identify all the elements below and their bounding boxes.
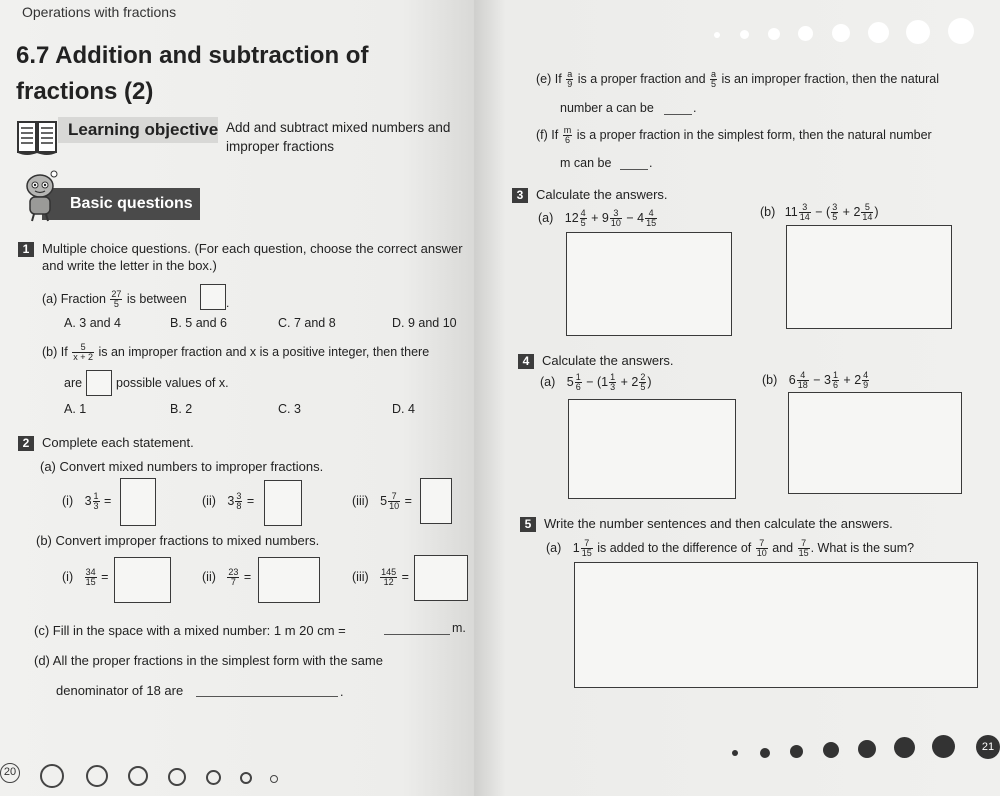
q1b-answer-box[interactable] (86, 370, 112, 396)
decor-circle (168, 768, 186, 786)
q2a-item-1-den: 3 (93, 501, 99, 511)
q2a-item-1: (i) 3 $\frac{1}{3}$ = (62, 491, 112, 511)
q1b-option-c: C. 3 (278, 402, 301, 416)
q1a-option-a: A. 3 and 4 (64, 316, 121, 330)
q4a-expression: (a) 5 $\frac{1}{6}$ − (1 $\frac{1}{3}$ + 2 $\frac{2}{5}$ ) (540, 372, 652, 392)
q2d-line1: (d) All the proper fractions in the simplest form with the same (34, 653, 383, 668)
q2a-item-1-answer-box[interactable] (120, 478, 156, 526)
q2b-item-1-fraction (85, 568, 97, 587)
q4b-label: (b) (762, 372, 778, 387)
q1a-answer-box[interactable] (200, 284, 226, 310)
q2b-item-1-den: 15 (85, 577, 96, 587)
q2b-item-2-answer-box[interactable] (258, 557, 320, 603)
decor-dot (868, 22, 889, 43)
q4a-answer-box[interactable] (568, 399, 736, 499)
q1b-option-b: B. 2 (170, 402, 193, 416)
q4-intro-text: Calculate the answers. (542, 353, 674, 368)
q5-intro (520, 516, 893, 532)
q2a-item-2-num: 3 (236, 491, 242, 501)
q2b-item-2-den: 7 (230, 577, 236, 587)
q2b-item-3-den: 12 (383, 577, 394, 587)
decor-circle (240, 772, 252, 784)
q2b-item-1: (i) $\frac{34}{15}$ = (62, 567, 109, 587)
q2b-item-2-label: (ii) (202, 569, 216, 584)
q2e-frac1 (566, 70, 573, 89)
decor-circle (128, 766, 148, 786)
objective-text-line1: Add and subtract mixed numbers and (226, 120, 451, 135)
mascot-icon (20, 170, 60, 222)
q5a-middle: is added to the difference of (597, 540, 752, 555)
q2a-item-2-whole: 3 (227, 493, 235, 508)
decor-dot (798, 26, 813, 41)
q1b-suffix: is an improper fraction and x is a positive integer, then there (98, 344, 430, 359)
q1-intro-line2: and write the letter in the box.) (42, 258, 217, 273)
q3-intro-text: Calculate the answers. (536, 187, 668, 202)
q1b-frac-den: x + 2 (73, 352, 93, 362)
q2e-frac2-den: 5 (711, 79, 717, 89)
q2b-item-3-answer-box[interactable] (414, 555, 468, 601)
q2b-item-1-answer-box[interactable] (114, 557, 171, 603)
page-title-line2: fractions (2) (16, 78, 154, 105)
q1a-frac-num: 27 (111, 289, 122, 299)
q2a-item-2: (ii) 3 $\frac{3}{8}$ = (202, 491, 255, 511)
q2f-line2: m can be (560, 156, 612, 170)
q3a-expression: (a) 12 $\frac{4}{5}$ + 9 $\frac{3}{10}$ − 4 $\frac{4}{15}$ (538, 208, 657, 228)
q2a-item-1-label: (i) (62, 493, 74, 508)
q2b-item-1-num: 34 (85, 567, 96, 577)
q2f-frac (563, 126, 573, 145)
q3b-expression: (b) 11 $\frac{3}{14}$ − ( $\frac{3}{5}$ + 2 $\frac{5}{14}$ ) (760, 202, 879, 222)
q5a-end: . What is the sum? (810, 540, 915, 555)
q2a-item-3-den: 10 (389, 501, 400, 511)
q2b-item-3-num: 145 (381, 567, 397, 577)
q2c-blank[interactable] (384, 634, 450, 635)
q2a-item-2-label: (ii) (202, 493, 216, 508)
q1b-stem (42, 343, 429, 362)
q2c-unit: m. (452, 621, 466, 635)
decor-dot (894, 737, 915, 758)
q2-intro (18, 435, 194, 451)
page-number-right: 21 (976, 735, 1000, 759)
q5-badge: 5 (520, 517, 536, 532)
q2a-item-3-num: 7 (388, 492, 400, 502)
q2b-item-2: (ii) $\frac{23}{7}$ = (202, 567, 252, 587)
decor-dot (948, 18, 974, 44)
q2f-period: . (649, 156, 653, 170)
decor-dot (906, 20, 930, 44)
q2e-frac1-den: 9 (567, 79, 573, 89)
page-title-line1: 6.7 Addition and subtraction of (16, 42, 369, 69)
q5a-and: and (772, 540, 794, 555)
q1a-period: . (226, 296, 230, 310)
q5a-answer-box[interactable] (574, 562, 978, 688)
q1-intro-text: Multiple choice questions. (For each question, choose the correct answer (42, 241, 463, 256)
q2f-suffix: is a proper fraction in the simplest form, then the natural number (576, 127, 932, 142)
q2b-item-3: (iii) $\frac{145}{12}$ = (352, 567, 409, 587)
objective-label: Learning objective (68, 120, 219, 139)
q4-badge: 4 (518, 354, 534, 369)
q1b-frac-num: 5 (72, 343, 94, 353)
q2a-item-3-answer-box[interactable] (420, 478, 452, 524)
q5a-label: (a) (546, 540, 562, 555)
q1b-fraction (72, 343, 94, 362)
decor-dot (932, 735, 955, 758)
q2a-item-3-whole: 5 (380, 493, 388, 508)
q2b-item-1-label: (i) (62, 569, 74, 584)
q2a-item-2-fraction (235, 492, 242, 511)
q2c-text: (c) Fill in the space with a mixed number: 1 m 20 cm = (34, 623, 346, 638)
q3-intro (512, 187, 668, 203)
q2e-prefix: (e) If (536, 71, 562, 86)
q2f-frac-num: m (563, 125, 572, 135)
q2e-line2: number a can be (560, 101, 654, 115)
q1a-fraction (110, 290, 122, 309)
q1b-option-a: A. 1 (64, 402, 87, 416)
q1a-suffix: is between (126, 291, 187, 306)
q2a-item-3: (iii) 5 $\frac{7}{10}$ = (352, 491, 412, 511)
decor-dot (714, 32, 720, 38)
decor-dot (832, 24, 850, 42)
running-header: Operations with fractions (22, 4, 177, 20)
q2f-prefix: (f) If (536, 127, 559, 142)
q2e-period: . (693, 101, 697, 115)
decor-dot (740, 30, 749, 39)
q2b-text: (b) Convert improper fractions to mixed numbers. (36, 533, 320, 548)
section-heading-text: Basic questions (70, 195, 193, 212)
decor-dot (760, 748, 770, 758)
q1b-line2-suffix: possible values of x. (116, 376, 229, 390)
decor-dot (858, 740, 876, 758)
left-page (0, 0, 474, 796)
decor-dot (732, 750, 738, 756)
q4a-label: (a) (540, 374, 556, 389)
q2e-blank[interactable] (664, 114, 692, 115)
q2b-item-2-fraction (227, 568, 239, 587)
q1a-option-b: B. 5 and 6 (170, 316, 227, 330)
q1a-prefix: (a) Fraction (42, 291, 106, 306)
q3-badge: 3 (512, 188, 528, 203)
decor-circle (86, 765, 108, 787)
decor-circle (206, 770, 221, 785)
q3b-answer-box[interactable] (786, 225, 952, 329)
q1b-option-d: D. 4 (392, 402, 415, 416)
q2e-frac1-num: a (567, 69, 573, 79)
q2e-middle: is a proper fraction and (577, 71, 706, 86)
q3a-answer-box[interactable] (566, 232, 732, 336)
q2a-item-3-label: (iii) (352, 493, 369, 508)
q2e-frac2 (710, 70, 717, 89)
q2a-item-2-answer-box[interactable] (264, 480, 302, 526)
q1a-frac-den: 5 (113, 299, 119, 309)
q2d-line2: denominator of 18 are (56, 683, 184, 698)
decor-circle (40, 764, 64, 788)
q1a-option-d: D. 9 and 10 (392, 316, 457, 330)
section-heading (42, 188, 200, 220)
q5a-text: (a) 1 $\frac{7}{15}$ is added to the difference of $\frac{7}{10}$ and $\frac{7}{15}$ . What is the sum? (546, 538, 915, 558)
q1-badge: 1 (18, 242, 34, 257)
q2a-item-2-den: 8 (236, 501, 242, 511)
right-page (474, 0, 1000, 796)
q2f-line1 (536, 126, 932, 145)
q2f-frac-den: 6 (564, 135, 570, 145)
q4b-answer-box[interactable] (788, 392, 962, 494)
q2f-blank[interactable] (620, 169, 648, 170)
q2e-line1 (536, 70, 939, 89)
q2a-item-1-whole: 3 (84, 493, 92, 508)
q2d-blank[interactable] (196, 696, 338, 697)
q1a-stem (42, 290, 187, 309)
q2a-text: (a) Convert mixed numbers to improper fractions. (40, 459, 324, 474)
page-number-left: 20 (0, 763, 20, 783)
decor-circle (270, 775, 278, 783)
q2-intro-text: Complete each statement. (42, 435, 194, 450)
q2a-item-1-fraction (93, 492, 100, 511)
q4b-expression: (b) 6 $\frac{4}{18}$ − 3 $\frac{1}{6}$ + 2 $\frac{4}{9}$ (762, 370, 869, 390)
q4-intro (518, 353, 674, 369)
q2e-frac2-num: a (711, 69, 717, 79)
q2e-suffix: is an improper fraction, then the natural (721, 71, 940, 86)
q1-intro-line1 (18, 241, 463, 257)
q1b-prefix: (b) If (42, 344, 68, 359)
q2b-item-3-label: (iii) (352, 569, 369, 584)
decor-dot (823, 742, 839, 758)
q2a-item-1-num: 1 (93, 491, 99, 501)
q5-intro-text: Write the number sentences and then calculate the answers. (544, 516, 893, 531)
q2-badge: 2 (18, 436, 34, 451)
book-icon (16, 118, 58, 158)
decor-dot (768, 28, 780, 40)
q2b-item-2-num: 23 (228, 567, 239, 577)
q3b-label: (b) (760, 204, 776, 219)
decor-dot (790, 745, 803, 758)
q1b-line2-prefix: are (64, 376, 83, 390)
objective-text-line2: improper fractions (226, 139, 335, 154)
q2b-item-3-fraction (380, 568, 397, 587)
q3a-label: (a) (538, 210, 554, 225)
q1a-option-c: C. 7 and 8 (278, 316, 336, 330)
q2d-end: . (340, 685, 344, 699)
q2a-item-3-fraction (388, 492, 400, 511)
